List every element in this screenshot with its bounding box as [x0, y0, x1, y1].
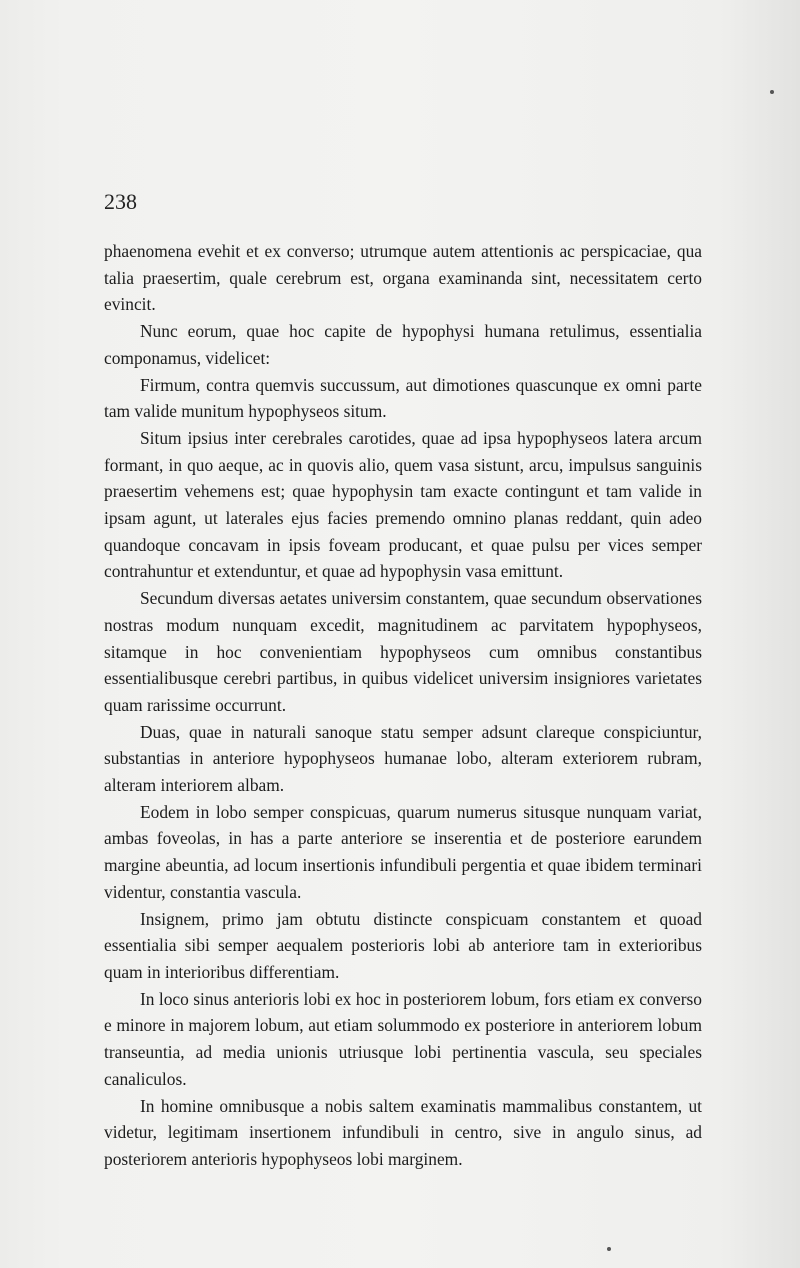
page-number: 238 [104, 189, 137, 214]
ink-speck [770, 90, 774, 94]
paragraph: Situm ipsius inter cerebrales carotides, quae ad ipsa hypophyseos latera arcum formant, in quo aeque, ac in quovis alio, quem vasa sistunt, arcu, impulsus sanguinis praesertim vehemens est; quae hypophysin tam exacte contingunt et tam valide in ipsam agunt, ut laterales ejus facies premendo omnino planas reddant, quin adeo quandoque concavam in ipsis foveam producant, et quae pulsu per vices semper contrahuntur et extenduntur, et quae ad hypophysin vasa emittunt. [104, 427, 702, 582]
paragraph: Duas, quae in naturali sanoque statu semper adsunt clareque conspiciuntur, substantias in anteriore hypophyseos humanae lobo, alteram exteriorem rubram, alteram interiorem albam. [104, 721, 702, 796]
paragraph: Insignem, primo jam obtutu distincte conspicuam constantem et quoad essentialia sibi semper aequalem posterioris lobi ab anteriore tam in exterioribus quam in interioribus differentiam. [104, 908, 702, 982]
paragraph: In loco sinus anterioris lobi ex hoc in posteriorem lobum, fors etiam ex converso e minore in majorem lobum, aut etiam solummodo ex posteriore in anteriorem lobum transeuntia, ad media unionis utriusque lobi pertinentia vascula, seu speciales canaliculos. [104, 988, 702, 1089]
paragraph: Secundum diversas aetates universim constantem, quae secundum observationes nostras modum nunquam excedit, magnitudinem ac parvitatem hypophyseos, sitamque in hoc convenientiam hypophyseos cum omnibus constantibus essentialibusque cerebri partibus, in quibus videlicet universim insigniores varietates quam rarissime occurrunt. [104, 588, 702, 715]
paragraph: In homine omnibusque a nobis saltem examinatis mammalibus constantem, ut videtur, legitimam insertionem infundibuli in centro, sive in angulo sinus, ad posteriorem anterioris hypophyseos lobi marginem. [104, 1095, 702, 1169]
paragraph: Firmum, contra quemvis succussum, aut dimotiones quascunque ex omni parte tam valide munitum hypophyseos situm. [104, 374, 702, 422]
paragraph: Nunc eorum, quae hoc capite de hypophysi humana retulimus, essentialia componamus, videlicet: [104, 321, 702, 368]
paragraph: phaenomena evehit et ex converso; utrumque autem attentionis ac perspicaciae, qua talia praesertim, quale cerebrum est, organa examinanda sint, necessitatem certo evincit. [104, 241, 702, 315]
page-text [104, 190, 702, 1173]
ink-speck [607, 1247, 611, 1251]
paragraph: Eodem in lobo semper conspicuas, quarum numerus situsque nunquam variat, ambas foveolas, in has a parte anteriore se inserentia et de posteriore earundem margine abeuntia, ad locum insertionis infundibuli pergentia et quae ibidem terminari videntur, constantia vascula. [104, 801, 702, 902]
